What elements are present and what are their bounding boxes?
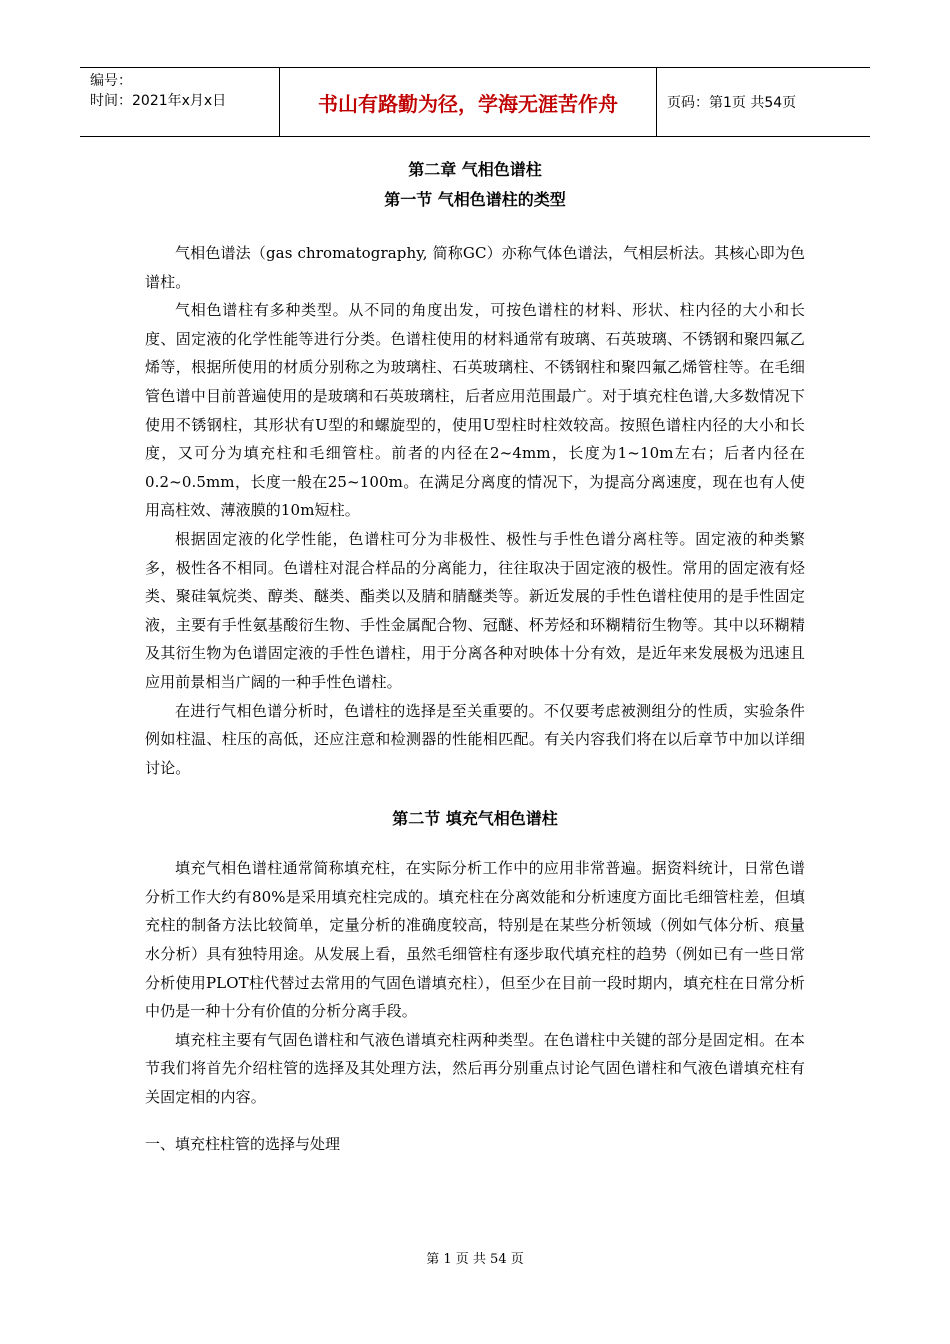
header-page-info: 页码：第1页 共54页 [667, 95, 797, 111]
section2-title: 第二节 填充气相色谱柱 [392, 809, 558, 829]
paragraph: 填充柱主要有气固色谱柱和气液色谱填充柱两种类型。在色谱柱中关键的部分是固定相。在本节我们将首先介绍柱管的选择及其处理方法，然后再分别重点讨论气固色谱柱和气液色谱填充柱有关固定相的内容。 [145, 1030, 805, 1107]
paragraph: 气相色谱法（gas chromatography, 简称GC）亦称气体色谱法，气相层析法。其核心即为色谱柱。 [145, 244, 805, 291]
time-label: 时间：2021年x月x日 [90, 93, 227, 109]
page-header [80, 67, 870, 137]
header-meta [80, 68, 280, 136]
section1-title: 第一节 气相色谱柱的类型 [384, 190, 566, 209]
paragraph: 气相色谱柱有多种类型。从不同的角度出发，可按色谱柱的材料、形状、柱内径的大小和长度、固定液的化学性能等进行分类。色谱柱使用的材料通常有玻璃、石英玻璃、不锈钢和聚四氟乙烯等，根据所使用的材质分别称之为玻璃柱、石英玻璃柱、不锈钢柱和聚四氟乙烯管柱等。在毛细管色谱中目前普遍使用的是玻璃和石英玻璃柱，后者应用范围最广。对于填充柱色谱,大多数情况下使用不锈钢柱，其形状有U型的和螺旋型的，使用U型柱时柱效较高。按照色谱柱内径的大小和长度，又可分为填充柱和毛细管柱。前者的内径在2~4mm，长度为1~10m左右；后者内径在0.2~0.5mm，长度一般在25~100m。在满足分离度的情况下，为提高分离速度，现在也有人使用高柱效、薄液膜的10m短柱。 [145, 301, 805, 520]
subsection-title: 一、填充柱柱管的选择与处理 [145, 1134, 341, 1153]
paragraph: 填充气相色谱柱通常简称填充柱，在实际分析工作中的应用非常普遍。据资料统计，日常色谱分析工作大约有80%是采用填充柱完成的。填充柱在分离效能和分析速度方面比毛细管柱差，但填充柱的制备方法比较简单，定量分析的准确度较高，特别是在某些分析领域（例如气体分析、痕量水分析）具有独特用途。从发展上看，虽然毛细管柱有逐步取代填充柱的趋势（例如已有一些日常分析使用PLOT柱代替过去常用的气固色谱填充柱），但至少在目前一段时期内，填充柱在日常分析中仍是一种十分有价值的分析分离手段。 [145, 859, 805, 1021]
page-footer: 第 1 页 共 54 页 [426, 1252, 524, 1267]
paragraph: 在进行气相色谱分析时，色谱柱的选择是至关重要的。不仅要考虑被测组分的性质，实验条件例如柱温、柱压的高低，还应注意和检测器的性能相匹配。有关内容我们将在以后章节中加以详细讨论。 [145, 701, 805, 777]
document-body [145, 155, 805, 1158]
number-label: 编号： [90, 73, 132, 89]
header-motto: 书山有路勤为径，学海无涯苦作舟 [280, 68, 657, 136]
paragraph: 根据固定液的化学性能，色谱柱可分为非极性、极性与手性色谱分离柱等。固定液的种类繁多，极性各不相同。色谱柱对混合样品的分离能力，往往取决于固定液的极性。常用的固定液有烃类、聚硅氧烷类、醇类、醚类、酯类以及腈和腈醚类等。新近发展的手性色谱柱使用的是手性固定液，主要有手性氨基酸衍生物、手性金属配合物、冠醚、杯芳烃和环糊精衍生物等。其中以环糊精及其衍生物为色谱固定液的手性色谱柱，用于分离各种对映体十分有效，是近年来发展极为迅速且应用前景相当广阔的一种手性色谱柱。 [145, 529, 805, 691]
chapter-title: 第二章 气相色谱柱 [408, 160, 542, 179]
